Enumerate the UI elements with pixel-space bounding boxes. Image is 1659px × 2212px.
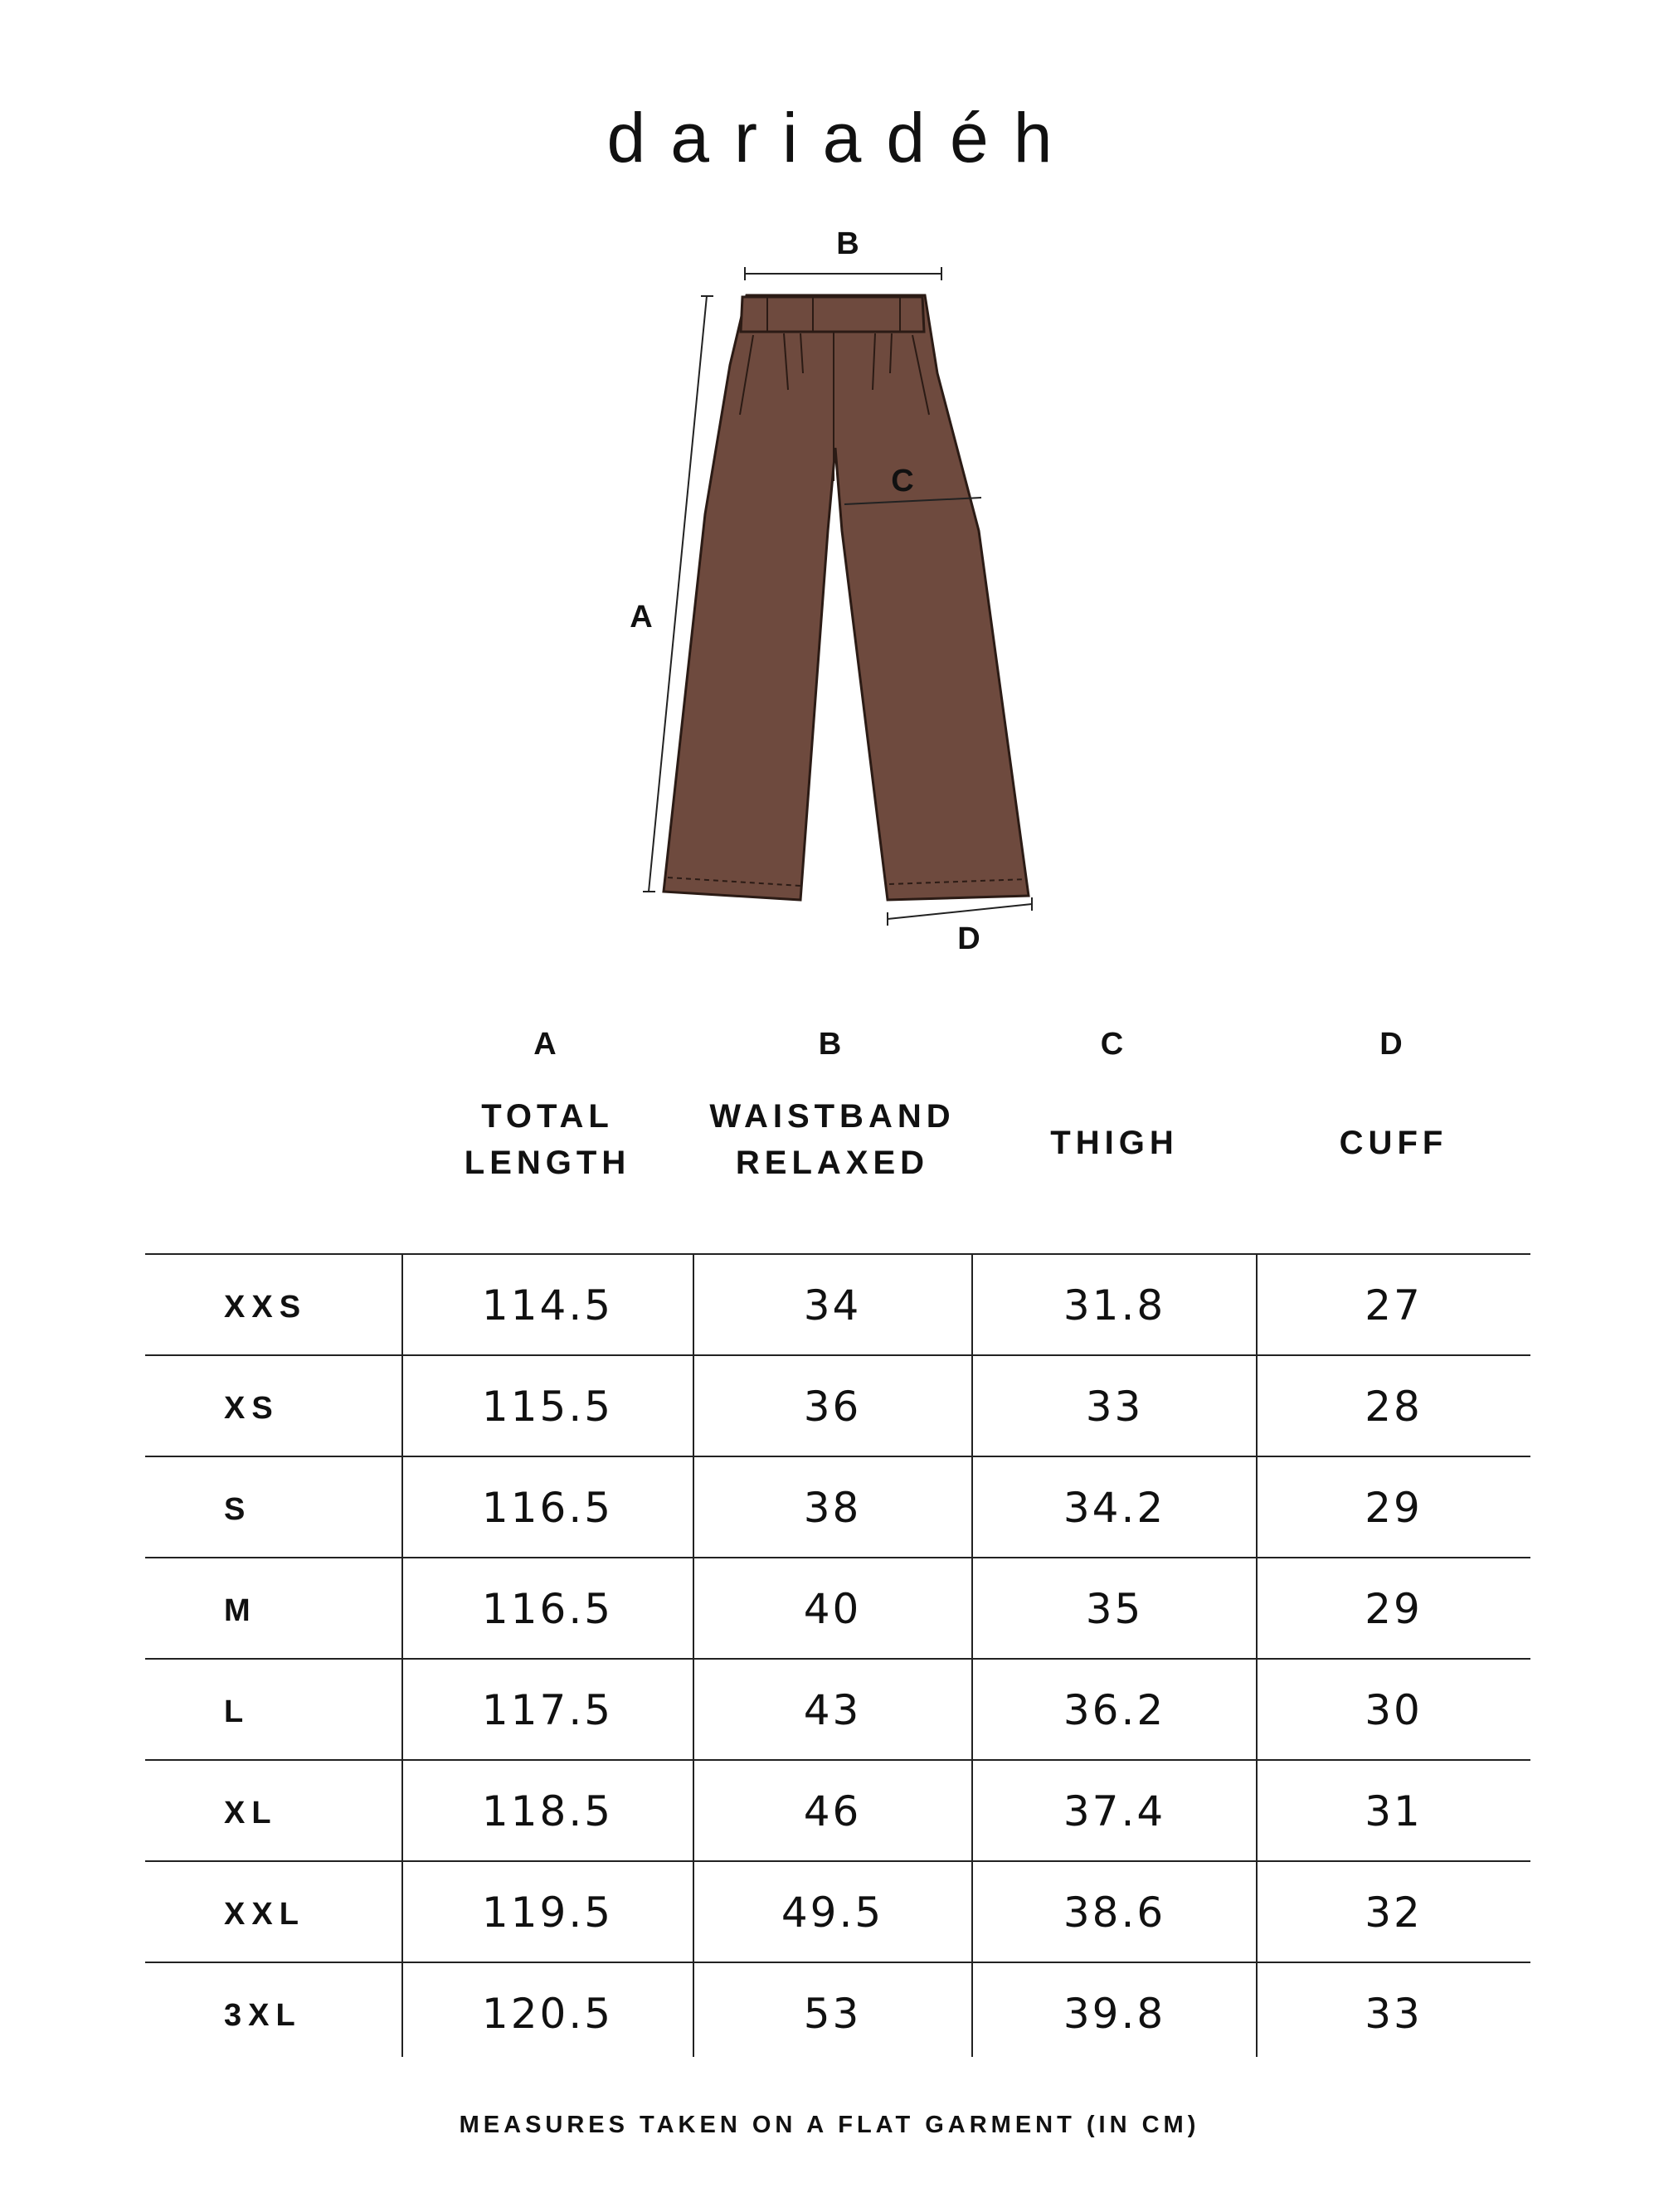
- value-thigh: 36.2: [1063, 1686, 1166, 1734]
- value-cuff: 29: [1365, 1484, 1423, 1532]
- table-column-rule: [693, 1254, 694, 2057]
- value-waistband: 34: [803, 1281, 862, 1330]
- measure-label-a: A: [630, 600, 653, 634]
- table-rule: [145, 1253, 1530, 1255]
- column-letter-d: D: [1379, 1027, 1408, 1062]
- value-total-length: 115.5: [481, 1383, 614, 1431]
- column-letter-a: A: [533, 1027, 562, 1062]
- value-cuff: 31: [1365, 1787, 1423, 1835]
- size-label: L: [224, 1694, 251, 1729]
- value-cuff: 32: [1365, 1889, 1423, 1937]
- value-cuff: 29: [1365, 1585, 1423, 1633]
- value-waistband: 49.5: [781, 1889, 884, 1937]
- value-thigh: 31.8: [1063, 1281, 1166, 1330]
- brand-logo: dariadéh: [606, 99, 1078, 177]
- measurement-footnote: MEASURES TAKEN ON A FLAT GARMENT (IN CM): [459, 2112, 1200, 2138]
- value-total-length: 116.5: [481, 1585, 614, 1633]
- table-column-rule: [971, 1254, 973, 2057]
- value-thigh: 39.8: [1063, 1990, 1166, 2038]
- value-total-length: 119.5: [481, 1889, 614, 1937]
- value-waistband: 46: [803, 1787, 862, 1835]
- value-thigh: 37.4: [1063, 1787, 1166, 1835]
- value-waistband: 53: [803, 1990, 862, 2038]
- size-label: XXL: [224, 1897, 305, 1932]
- table-rule: [145, 1557, 1530, 1558]
- column-heading-waistband-relaxed: WAISTBAND RELAXED: [709, 1098, 956, 1181]
- value-cuff: 28: [1365, 1383, 1423, 1431]
- size-label: XXS: [224, 1290, 308, 1325]
- value-waistband: 40: [803, 1585, 862, 1633]
- column-heading-total-length: TOTAL LENGTH: [464, 1098, 631, 1181]
- value-total-length: 117.5: [481, 1686, 614, 1734]
- column-heading-cuff: CUFF: [1339, 1125, 1448, 1161]
- value-cuff: 30: [1365, 1686, 1423, 1734]
- size-label: 3XL: [224, 1998, 302, 2033]
- waistband: [741, 297, 924, 332]
- table-column-rule: [1256, 1254, 1258, 2057]
- size-label: M: [224, 1593, 257, 1628]
- size-label: XS: [224, 1391, 280, 1426]
- value-total-length: 120.5: [481, 1990, 614, 2038]
- table-column-rule: [401, 1254, 403, 2057]
- value-waistband: 43: [803, 1686, 862, 1734]
- measure-label-c: C: [891, 464, 914, 498]
- value-cuff: 33: [1365, 1990, 1423, 2038]
- column-letter-b: B: [818, 1027, 847, 1062]
- value-thigh: 38.6: [1063, 1889, 1166, 1937]
- table-rule: [145, 1759, 1530, 1761]
- table-rule: [145, 1860, 1530, 1862]
- value-cuff: 27: [1365, 1281, 1423, 1330]
- table-rule: [145, 1354, 1530, 1356]
- size-label: XL: [224, 1796, 278, 1830]
- column-heading-thigh: THIGH: [1050, 1125, 1179, 1161]
- size-label: S: [224, 1492, 252, 1527]
- value-thigh: 35: [1085, 1585, 1144, 1633]
- value-total-length: 116.5: [481, 1484, 614, 1532]
- table-rule: [145, 1962, 1530, 1963]
- table-rule: [145, 1456, 1530, 1457]
- measure-line-d: [888, 904, 1032, 919]
- trousers-diagram: [0, 0, 1659, 995]
- table-rule: [145, 1658, 1530, 1660]
- measure-label-b: B: [836, 226, 859, 261]
- column-letter-c: C: [1100, 1027, 1129, 1062]
- value-thigh: 34.2: [1063, 1484, 1166, 1532]
- value-total-length: 118.5: [481, 1787, 614, 1835]
- value-waistband: 36: [803, 1383, 862, 1431]
- value-total-length: 114.5: [481, 1281, 614, 1330]
- measure-label-d: D: [957, 921, 980, 956]
- trousers-shape: [664, 295, 1029, 900]
- value-waistband: 38: [803, 1484, 862, 1532]
- value-thigh: 33: [1085, 1383, 1144, 1431]
